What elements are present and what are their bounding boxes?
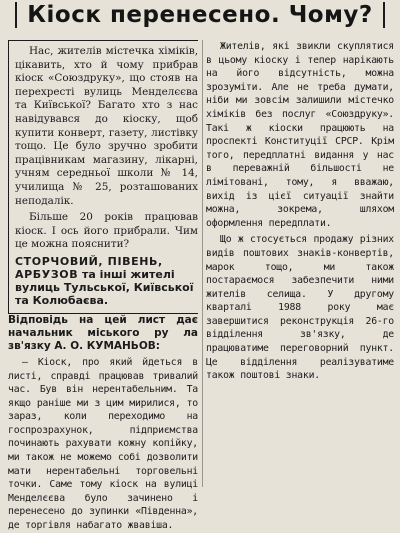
reply-header: Відповідь на цей лист дає начальник міського ру ла зв'язку А. О. КУМАНЬОВ:	[8, 313, 198, 352]
letter-paragraph: Нас, жителів містечка хіміків, цікавить, хто й чому прибрав кіоск «Союздруку», що стояв на перехресті вулиць Менделєєва та Київської? Багато хто з нас навідувався до кіоску, щоб купити конверт, газету, листівку тощо. Це було зручно зробити працівникам магазину, лікарні, учням середньої школи № 14, училища № 25, розташованих неподалік.	[15, 45, 198, 207]
right-column	[206, 40, 394, 489]
reply-paragraph: — Кіоск, про який йдеться в листі, справді працював тривалий час. Був він нерентабельним. Та якщо раніше ми з цим мирилися, то зараз, коли переходимо на госпрозрахунок, підприємства починають рахувати кожну копійку, ми також не можемо собі дозволити мати нерентабельні торговельні точки. Саме тому кіоск на вулиці Менделєєва було зачинено і перенесено до зупинки «Південна», де торгівля набагато жвавіша.	[8, 356, 198, 532]
letter-paragraph: Більше 20 років працював кіоск. І ось його прибрали. Чим це можна пояснити?	[15, 211, 198, 251]
column-divider	[202, 40, 203, 487]
letter-signature	[15, 255, 198, 307]
reply-body-start	[8, 356, 198, 533]
reply-paragraph: Жителів, які звикли скуплятися в цьому кіоску і тепер нарікають на його відсутність, можна зрозуміти. Але не треба думати, ніби ми зовсім залишили містечко хіміків без послуг «Союздруку». Такі ж кіоски працюють на проспекті Конституції СРСР. Крім того, передплатні видання у нас в переважній більшості не лімітовані, тому, я вважаю, вихід із цієї ситуації знайти можна, зокрема, шляхом оформлення передплати.	[206, 41, 394, 229]
reply-paragraph: Що ж стосується продажу різних видів поштових знаків-конвертів, марок тощо, ми також постараємося забезпечити ними жителів селища. У другому кварталі 1988 року має завершитися реконструкція 26-го відділення зв'язку, де працюватиме переговорний пункт. Це відділення реалізуватиме також поштові знаки.	[206, 234, 394, 382]
left-column	[8, 40, 198, 532]
headline-text: Кіоск перенесено. Чому?	[15, 2, 384, 28]
headline	[0, 2, 400, 36]
reader-letter	[8, 40, 198, 314]
signature-names: СТОРЧОВИЙ, ПІВЕНЬ, АРБУЗОВ	[15, 254, 163, 281]
signature-rest: та інші жителі вулиць Тульської, Київської та Колюбаєва.	[15, 267, 194, 307]
